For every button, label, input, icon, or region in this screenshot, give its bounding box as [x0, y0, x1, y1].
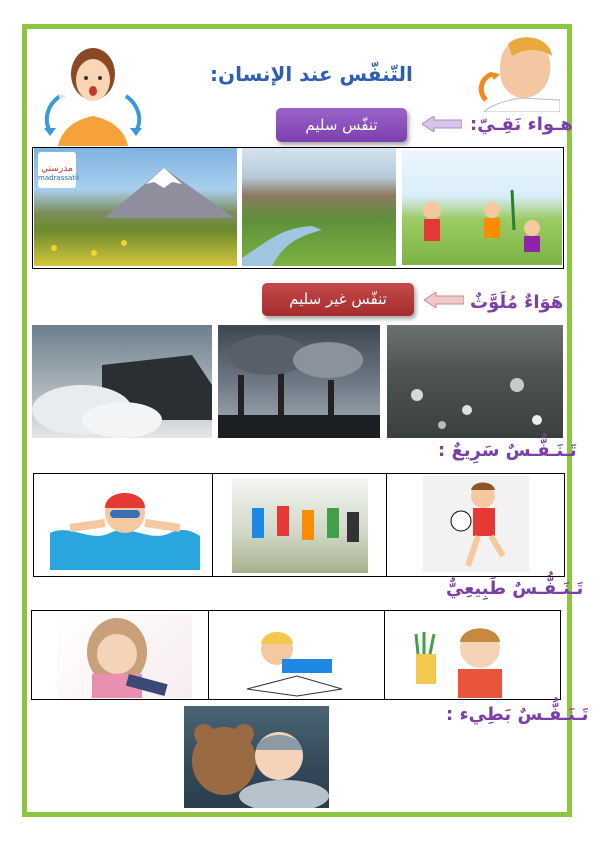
slow-breathing-heading: تَـنَـفُّـسٌ بَطِيء :	[446, 704, 589, 725]
logo-text: مدرستي	[41, 164, 73, 174]
swimmer-illustration	[50, 478, 200, 570]
page-title: التّنفّس عند الإنسان:	[210, 62, 413, 86]
polluted-air-heading: هَوَاءٌ مُلَوَّثٌ	[470, 292, 564, 313]
arrow-left-icon	[424, 292, 464, 308]
healthy-breathing-label: تنفّس سليم	[276, 108, 407, 142]
clean-air-heading: هـواء نَقِـيّ:	[470, 114, 573, 135]
garbage-dump-photo	[387, 325, 563, 438]
mountain-meadow-photo	[34, 148, 237, 266]
child-drawing-photo	[410, 614, 530, 698]
car-exhaust-smoke-photo	[32, 325, 212, 438]
man-breathing-illustration	[470, 34, 560, 112]
arrow-left-icon	[422, 116, 462, 132]
factory-smoke-photo	[218, 325, 380, 438]
sleeping-baby-photo	[184, 706, 329, 808]
madrassatii-logo	[38, 152, 79, 188]
runners-photo	[232, 478, 368, 573]
children-planting-illustration	[402, 150, 562, 265]
logo-subtext: madrassatii	[38, 174, 79, 182]
girl-photo	[57, 614, 192, 698]
woman-breathing-illustration	[38, 36, 148, 146]
unhealthy-breathing-label: تنفّس غير سليم	[262, 283, 414, 316]
fast-breathing-heading: تَـنَـفُّـسٌ سَرِيعٌ :	[438, 440, 577, 461]
green-valley-stream-photo	[242, 148, 396, 266]
reading-child-illustration	[237, 614, 349, 698]
child-soccer-illustration	[423, 476, 529, 572]
normal-breathing-heading: تَـنَـفُّـسٌ طَبِيعِيٌّ	[446, 578, 584, 599]
